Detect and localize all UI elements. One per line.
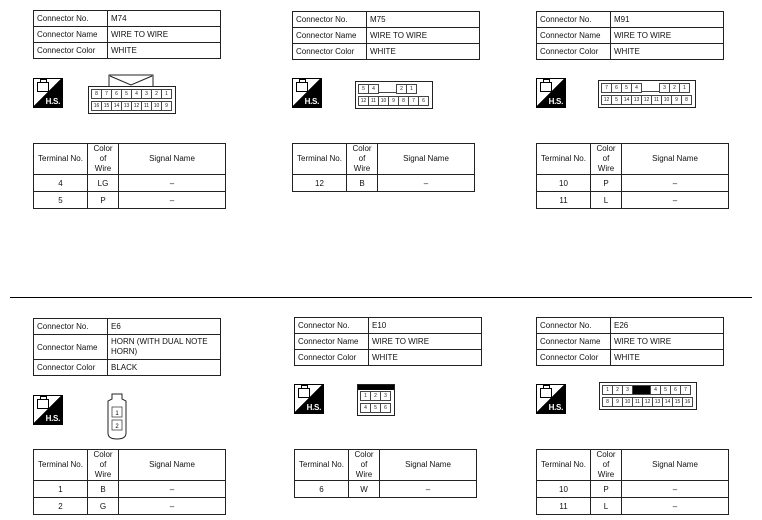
pin: 14	[662, 397, 673, 407]
signal-name-header: Signal Name	[119, 144, 226, 175]
pin: 16	[682, 397, 693, 407]
terminal-table-wrap	[292, 143, 475, 192]
connector-info-table	[294, 317, 482, 366]
pin: 15	[672, 397, 683, 407]
connector-no-value: M91	[611, 12, 724, 28]
connector-name-label: Connector Name	[293, 28, 367, 44]
pin: 5	[370, 403, 381, 413]
table-row	[537, 481, 729, 498]
terminal-no: 2	[34, 498, 88, 515]
hs-label: H.S.	[45, 414, 60, 423]
wire-color: W	[349, 481, 380, 498]
terminal-table	[294, 449, 477, 498]
pin: 2	[115, 424, 119, 430]
terminal-no: 5	[34, 192, 88, 209]
connector-color-value: WHITE	[108, 43, 221, 59]
pin: 7	[101, 89, 112, 99]
terminal-no-header: Terminal No.	[295, 450, 349, 481]
pin: 14	[621, 95, 632, 105]
signal-name-header: Signal Name	[622, 450, 729, 481]
wire-color-header: Color of Wire	[591, 144, 622, 175]
connector-face-e10	[357, 384, 395, 416]
terminal-no-header: Terminal No.	[34, 144, 88, 175]
connector-no-value: E26	[611, 318, 724, 334]
table-row	[293, 175, 475, 192]
pin: 2	[151, 89, 162, 99]
signal-name: –	[119, 481, 226, 498]
connector-color-value: WHITE	[369, 350, 482, 366]
pin-row-bottom	[92, 101, 172, 111]
signal-name-header: Signal Name	[378, 144, 475, 175]
pin: 14	[111, 101, 122, 111]
connector-info-table	[292, 11, 480, 60]
terminal-no-header: Terminal No.	[537, 450, 591, 481]
connector-block-m91	[536, 11, 724, 60]
pin-row-top	[359, 84, 429, 94]
wire-color: L	[591, 192, 622, 209]
pin: 5	[621, 83, 632, 93]
terminal-table	[536, 143, 729, 209]
hs-label: H.S.	[548, 97, 563, 106]
wire-color: G	[88, 498, 119, 515]
terminal-no: 6	[295, 481, 349, 498]
connector-info-table	[33, 10, 221, 59]
terminal-table-wrap	[536, 143, 729, 209]
signal-name: –	[380, 481, 477, 498]
connector-no-label: Connector No.	[537, 318, 611, 334]
connector-face-e6	[104, 393, 130, 441]
hs-icon	[33, 395, 63, 425]
connector-face-m74	[88, 86, 176, 114]
connector-no-label: Connector No.	[34, 11, 108, 27]
hs-icon	[33, 78, 63, 108]
connector-color-label: Connector Color	[295, 350, 369, 366]
pin: 11	[632, 397, 643, 407]
connector-name-value: WIRE TO WIRE	[611, 28, 724, 44]
terminal-no: 10	[537, 481, 591, 498]
connector-no-value: M75	[367, 12, 480, 28]
pin-row-top	[602, 83, 692, 93]
terminal-no-header: Terminal No.	[34, 450, 88, 481]
pin: 8	[602, 397, 613, 407]
pin-row-top	[603, 385, 693, 395]
pin: 3	[141, 89, 152, 99]
connector-face-m75	[355, 81, 433, 109]
pin: 2	[612, 385, 623, 395]
connector-block-e10	[294, 317, 482, 366]
pin: 2	[370, 391, 381, 401]
hs-icon	[292, 78, 322, 108]
hs-icon	[536, 78, 566, 108]
pin: 1	[679, 83, 690, 93]
pin-row-bottom	[361, 403, 391, 413]
table-row	[537, 192, 729, 209]
signal-name-header: Signal Name	[380, 450, 477, 481]
connector-latch	[108, 74, 154, 87]
pin: 5	[611, 95, 622, 105]
pin: 6	[111, 89, 122, 99]
connector-name-label: Connector Name	[34, 335, 108, 360]
signal-name: –	[119, 192, 226, 209]
pin: 11	[368, 96, 379, 106]
terminal-table	[33, 449, 226, 515]
pin: 5	[358, 84, 369, 94]
connector-name-value: WIRE TO WIRE	[367, 28, 480, 44]
connector-color-label: Connector Color	[293, 44, 367, 60]
terminal-table	[292, 143, 475, 192]
pin-row-top	[92, 89, 172, 99]
pin: 10	[661, 95, 672, 105]
connector-no-label: Connector No.	[293, 12, 367, 28]
pin-blank	[378, 84, 397, 93]
connector-no-label: Connector No.	[34, 319, 108, 335]
pin: 3	[380, 391, 391, 401]
connector-block-e6	[33, 318, 221, 376]
terminal-no-header: Terminal No.	[537, 144, 591, 175]
terminal-no-header: Terminal No.	[293, 144, 347, 175]
connector-name-value: WIRE TO WIRE	[108, 27, 221, 43]
wire-color: LG	[88, 175, 119, 192]
pin: 9	[161, 101, 172, 111]
table-row	[34, 481, 226, 498]
terminal-no: 11	[537, 192, 591, 209]
pin-row-bottom	[359, 96, 429, 106]
pin: 13	[631, 95, 642, 105]
connector-color-value: WHITE	[367, 44, 480, 60]
pin: 9	[612, 397, 623, 407]
hs-icon	[294, 384, 324, 414]
pin: 1	[360, 391, 371, 401]
wire-color: P	[88, 192, 119, 209]
connector-color-label: Connector Color	[537, 350, 611, 366]
pin: 12	[642, 397, 653, 407]
pin: 15	[101, 101, 112, 111]
wire-color: P	[591, 481, 622, 498]
wire-color: P	[591, 175, 622, 192]
pin: 4	[368, 84, 379, 94]
wire-color-header: Color of Wire	[591, 450, 622, 481]
table-row	[537, 175, 729, 192]
pin-blank	[641, 83, 660, 92]
pin: 1	[115, 411, 119, 417]
signal-name: –	[378, 175, 475, 192]
pin: 6	[611, 83, 622, 93]
signal-name: –	[119, 498, 226, 515]
connector-no-value: E10	[369, 318, 482, 334]
connector-no-label: Connector No.	[295, 318, 369, 334]
terminal-table-wrap	[536, 449, 729, 515]
pin: 2	[669, 83, 680, 93]
wire-color: B	[347, 175, 378, 192]
pin: 8	[398, 96, 409, 106]
hs-icon	[536, 384, 566, 414]
pin: 2	[396, 84, 407, 94]
pin: 10	[151, 101, 162, 111]
connector-color-value: WHITE	[611, 350, 724, 366]
connector-no-value: M74	[108, 11, 221, 27]
table-row	[295, 481, 477, 498]
connector-name-value: WIRE TO WIRE	[369, 334, 482, 350]
wire-color-header: Color of Wire	[347, 144, 378, 175]
signal-name: –	[622, 192, 729, 209]
terminal-table	[33, 143, 226, 209]
pin-blank	[632, 385, 651, 395]
terminal-no: 10	[537, 175, 591, 192]
pin: 4	[131, 89, 142, 99]
pin: 3	[659, 83, 670, 93]
wire-color-header: Color of Wire	[349, 450, 380, 481]
signal-name: –	[622, 175, 729, 192]
pin: 8	[681, 95, 692, 105]
connector-color-value: WHITE	[611, 44, 724, 60]
pin: 12	[131, 101, 142, 111]
connector-no-value: E6	[108, 319, 221, 335]
connector-color-label: Connector Color	[34, 360, 108, 376]
pin: 13	[121, 101, 132, 111]
connector-name-value: HORN (WITH DUAL NOTE HORN)	[108, 335, 221, 360]
terminal-table-wrap	[294, 449, 477, 498]
connector-block-e26	[536, 317, 724, 366]
pin: 7	[601, 83, 612, 93]
signal-name: –	[622, 481, 729, 498]
connector-block-m74	[33, 10, 221, 59]
terminal-table-wrap	[33, 449, 226, 515]
table-row	[34, 175, 226, 192]
pin: 7	[408, 96, 419, 106]
table-row	[537, 498, 729, 515]
wire-color: L	[591, 498, 622, 515]
pin: 1	[161, 89, 172, 99]
wire-color-header: Color of Wire	[88, 144, 119, 175]
hs-label: H.S.	[306, 403, 321, 412]
pin: 10	[378, 96, 389, 106]
signal-name-header: Signal Name	[119, 450, 226, 481]
pin: 9	[388, 96, 399, 106]
pin: 11	[141, 101, 152, 111]
pin: 12	[358, 96, 369, 106]
pin: 9	[671, 95, 682, 105]
connector-color-label: Connector Color	[537, 44, 611, 60]
table-row	[34, 192, 226, 209]
pin: 12	[641, 95, 652, 105]
connector-face-m91	[598, 80, 696, 108]
connector-name-label: Connector Name	[537, 334, 611, 350]
signal-name-header: Signal Name	[622, 144, 729, 175]
connector-no-label: Connector No.	[537, 12, 611, 28]
pin: 4	[631, 83, 642, 93]
terminal-no: 12	[293, 175, 347, 192]
hs-label: H.S.	[304, 97, 319, 106]
pin: 6	[418, 96, 429, 106]
signal-name: –	[119, 175, 226, 192]
connector-name-label: Connector Name	[34, 27, 108, 43]
connector-name-label: Connector Name	[537, 28, 611, 44]
terminal-table	[536, 449, 729, 515]
wire-color-header: Color of Wire	[88, 450, 119, 481]
pin: 13	[652, 397, 663, 407]
pin-row-bottom	[602, 95, 692, 105]
pin: 1	[406, 84, 417, 94]
connector-info-table	[33, 318, 221, 376]
connector-color-value: BLACK	[108, 360, 221, 376]
pin: 3	[622, 385, 633, 395]
pin: 12	[601, 95, 612, 105]
pin: 6	[380, 403, 391, 413]
pin: 7	[680, 385, 691, 395]
connector-info-table	[536, 317, 724, 366]
connector-color-label: Connector Color	[34, 43, 108, 59]
pin: 4	[650, 385, 661, 395]
signal-name: –	[622, 498, 729, 515]
pin: 5	[660, 385, 671, 395]
terminal-no: 1	[34, 481, 88, 498]
pin: 1	[602, 385, 613, 395]
terminal-no: 4	[34, 175, 88, 192]
hs-label: H.S.	[548, 403, 563, 412]
terminal-table-wrap	[33, 143, 226, 209]
connector-face-e26	[599, 382, 697, 410]
connector-info-table	[536, 11, 724, 60]
connector-name-label: Connector Name	[295, 334, 369, 350]
pin: 8	[91, 89, 102, 99]
table-row	[34, 498, 226, 515]
pin: 4	[360, 403, 371, 413]
pin-row-bottom	[603, 397, 693, 407]
pin: 11	[651, 95, 662, 105]
connector-name-value: WIRE TO WIRE	[611, 334, 724, 350]
pin-row-top	[361, 391, 391, 401]
pin: 6	[670, 385, 681, 395]
pin: 5	[121, 89, 132, 99]
hs-label: H.S.	[45, 97, 60, 106]
pin: 16	[91, 101, 102, 111]
pin: 10	[622, 397, 633, 407]
section-divider	[10, 297, 752, 298]
terminal-no: 11	[537, 498, 591, 515]
connector-block-m75	[292, 11, 480, 60]
wire-color: B	[88, 481, 119, 498]
